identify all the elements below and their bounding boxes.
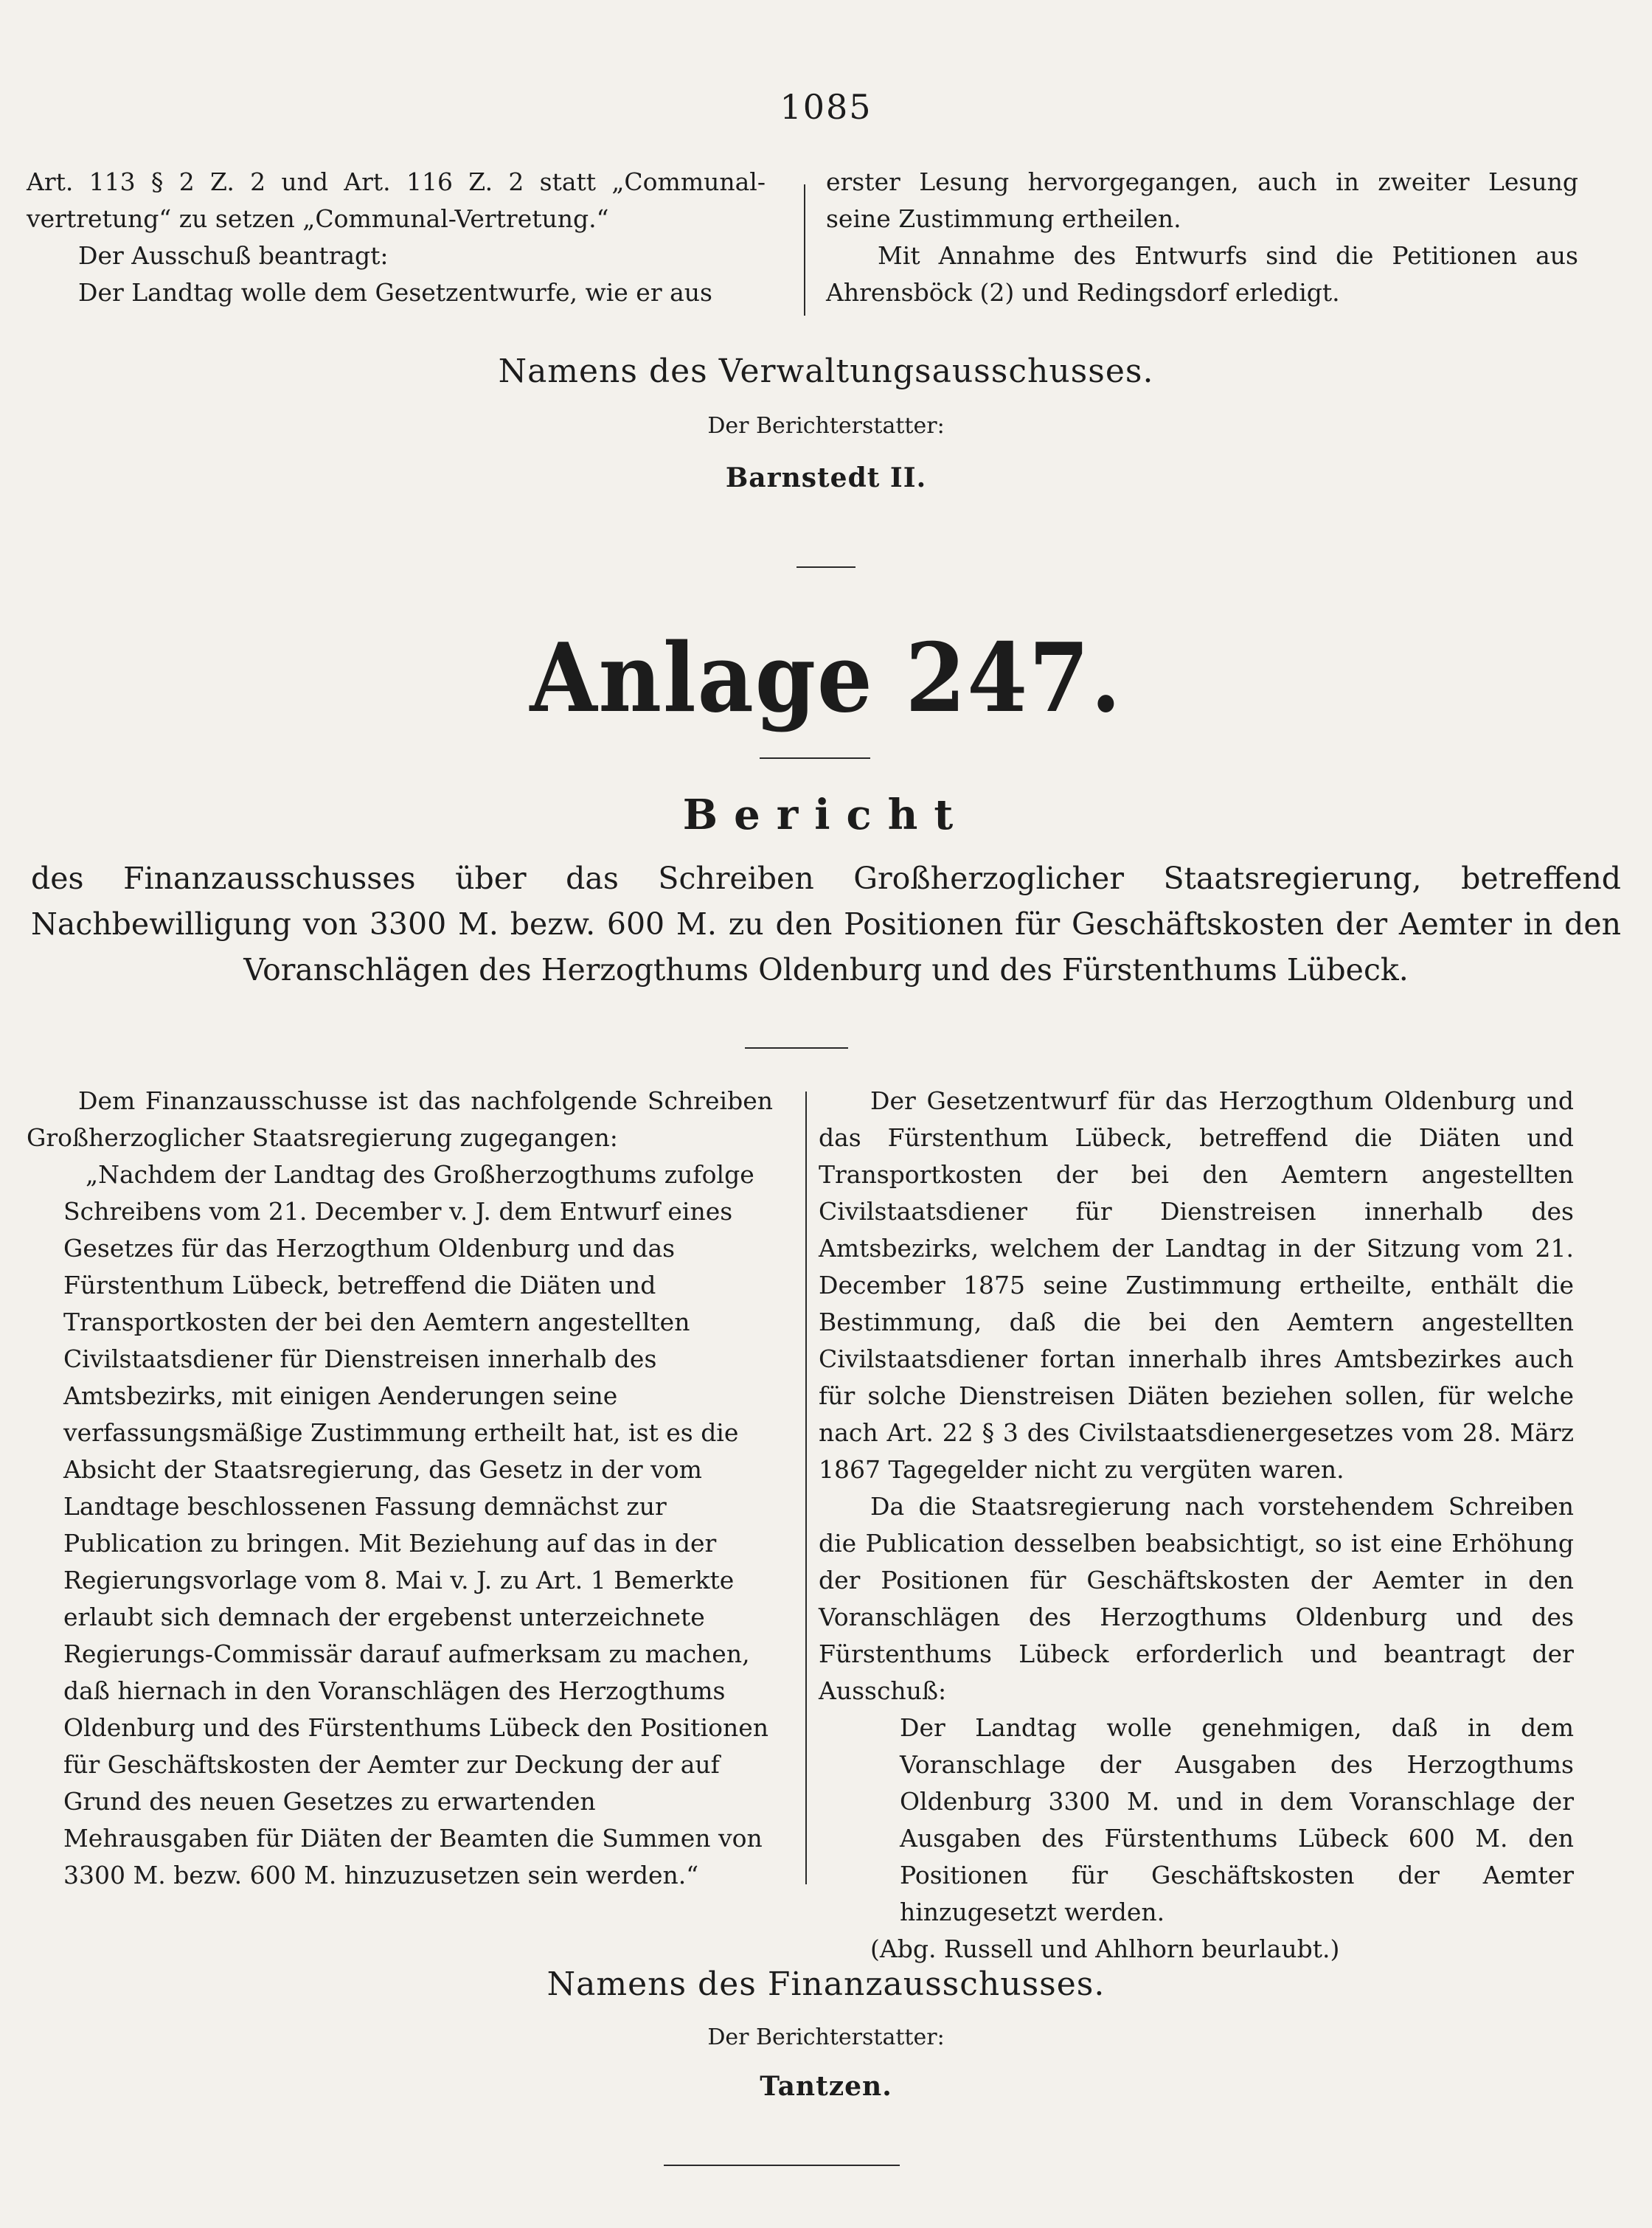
top-right-column bbox=[826, 164, 1578, 311]
paragraph: Da die Staatsregierung nach vorstehendem Schreiben die Publication desselben beabsichtigt, so ist eine Erhöhung der Positionen für Geschäftskosten der Aemter in den Voranschlägen des Herzogthums Oldenburg und des Fürstenthums Lübeck erforderlich und beantragt der Ausschuß: bbox=[819, 1492, 1574, 1705]
paragraph: Art. 113 § 2 Z. 2 und Art. 116 Z. 2 statt „Communal-vertretung“ zu setzen „Communal-Vertretung.“ bbox=[27, 167, 766, 233]
column-divider bbox=[805, 1092, 807, 1884]
column-divider bbox=[804, 184, 805, 316]
divider bbox=[664, 2165, 900, 2166]
quoted-letter: „Nachdem der Landtag des Großherzogthums zufolge Schreibens vom 21. December v. J. dem Entwurf eines Gesetzes für das Herzogthum Oldenburg und das Fürstenthum Lübeck, betreffend die Diäten und Transportkosten der bei den Aemtern angestellten Civilstaatsdiener für Dienstreisen innerhalb des Amtsbezirks, mit einigen Aenderungen seine verfassungsmäßige Zustimmung ertheilt hat, ist es die Absicht der Staatsregierung, das Gesetz in der vom Landtage beschlossenen Fassung demnächst zur Publication zu bringen. Mit Beziehung auf das in der Regierungsvorlage vom 8. Mai v. J. zu Art. 1 Bemerkte erlaubt sich demnach der ergebenst unterzeichnete Regierungs-Commissär darauf aufmerksam zu machen, daß hiernach in den Voranschlägen des Herzogthums Oldenburg und des Fürstenthums Lübeck den Positionen für Geschäftskosten der Aemter zur Deckung der auf Grund des neuen Gesetzes zu erwartenden Mehrausgaben für Diäten der Beamten die Summen von 3300 M. bezw. 600 M. hinzuzusetzen sein werden.“ bbox=[63, 1160, 769, 1889]
committee-signature-line: Namens des Finanzausschusses. bbox=[546, 1965, 1106, 2003]
paragraph: Der Ausschuß beantragt: bbox=[78, 241, 389, 270]
paragraph: Mit Annahme des Entwurfs sind die Petitionen aus Ahrensböck (2) und Redingsdorf erledigt. bbox=[826, 241, 1578, 307]
paragraph: erster Lesung hervorgegangen, auch in zweiter Lesung seine Zustimmung ertheilen. bbox=[826, 167, 1578, 233]
reporter-role: Der Berichterstatter: bbox=[707, 413, 945, 439]
report-heading: Bericht bbox=[682, 791, 970, 839]
anlage-title: Anlage 247. bbox=[530, 623, 1122, 734]
body-right-column bbox=[819, 1083, 1574, 1968]
paragraph: Der Gesetzentwurf für das Herzogthum Oldenburg und das Fürstenthum Lübeck, betreffend die Diäten und Transportkosten der bei den Aemtern angestellten Civilstaatsdiener für Dienstreisen innerhalb des Amtsbezirks, welchem der Landtag in der Sitzung vom 21. December 1875 seine Zustimmung ertheilte, enthält die Bestimmung, daß die bei den Aemtern angestellten Civilstaatsdiener fortan innerhalb ihres Amtsbezirkes auch für solche Dienstreisen Diäten beziehen sollen, für welche nach Art. 22 § 3 des Civilstaatsdienergesetzes vom 28. März 1867 Tagegelder nicht zu vergüten waren. bbox=[819, 1086, 1574, 1484]
divider bbox=[745, 1047, 848, 1049]
motion: Der Landtag wolle genehmigen, daß in dem Voranschlage der Ausgaben des Herzogthums Oldenburg 3300 M. und in dem Voranschlage der Ausgaben des Fürstenthums Lübeck 600 M. den Positionen für Geschäftskosten der Aemter hinzugesetzt werden. bbox=[900, 1713, 1574, 1926]
top-left-column bbox=[27, 164, 766, 311]
reporter-name: Tantzen. bbox=[760, 2071, 892, 2102]
divider bbox=[760, 757, 870, 759]
paragraph: Dem Finanzausschusse ist das nachfolgende Schreiben Großherzoglicher Staatsregierung zugegangen: bbox=[27, 1086, 773, 1152]
body-left-column bbox=[27, 1083, 773, 1894]
committee-signature-line: Namens des Verwaltungsausschusses. bbox=[498, 353, 1154, 390]
paragraph: Der Landtag wolle dem Gesetzentwurfe, wie er aus bbox=[78, 278, 712, 307]
divider bbox=[796, 566, 856, 568]
reporter-role: Der Berichterstatter: bbox=[707, 2024, 945, 2050]
absence-note: (Abg. Russell und Ahlhorn beurlaubt.) bbox=[870, 1934, 1340, 1963]
page-number: 1085 bbox=[780, 87, 872, 127]
reporter-name: Barnstedt II. bbox=[725, 462, 927, 493]
report-subtitle: des Finanzausschusses über das Schreiben Großherzoglicher Staatsregierung, betreffend Nachbewilligung von 3300 M. bezw. 600 M. zu den Positionen für Geschäftskosten der Aemter in den Voranschlägen des Herzogthums Oldenburg und des Fürstenthums Lübeck. bbox=[31, 861, 1621, 988]
